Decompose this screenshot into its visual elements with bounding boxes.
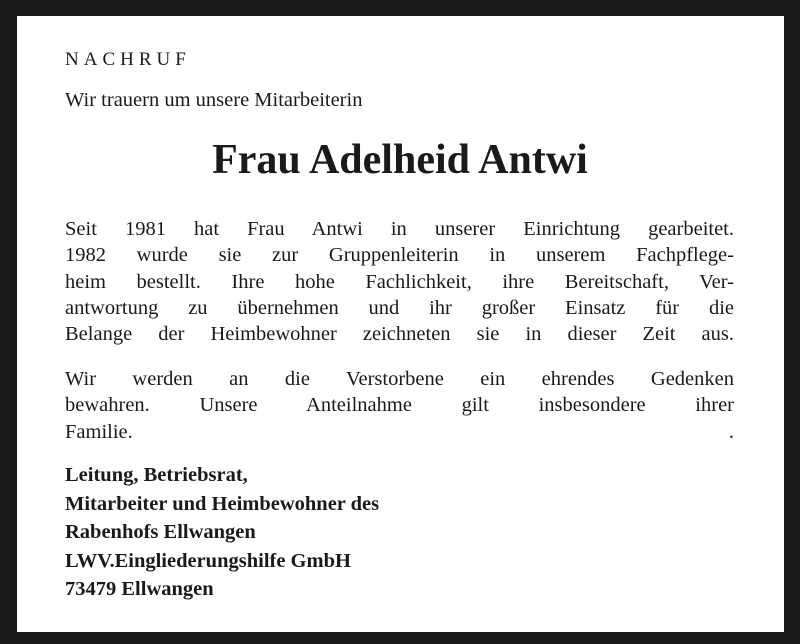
paragraph-line: bewahren. Unsere Anteilnahme gilt insbesondere ihrer (65, 394, 734, 417)
notice-heading: NACHRUF (65, 49, 191, 70)
deceased-name: Frau Adelheid Antwi (212, 137, 588, 183)
signature-block (65, 461, 379, 604)
paragraph-line: antwortung zu übernehmen und ihr großer Einsatz für die (65, 296, 734, 319)
paragraph-line: Seit 1981 hat Frau Antwi in unserer Einrichtung gearbeitet. (65, 218, 734, 240)
signature-line: 73479 Ellwangen (65, 578, 214, 600)
paragraph-line: 1982 wurde sie zur Gruppenleiterin in unserem Fachpflege- (65, 244, 734, 267)
paragraph-line-text: Familie. (65, 420, 133, 443)
tribute-paragraph (65, 216, 734, 347)
paragraph-end-mark: . (728, 420, 734, 443)
signature-line: LWV.Eingliederungshilfe GmbH (65, 549, 351, 572)
signature-line: Mitarbeiter und Heimbewohner des (65, 492, 380, 515)
paragraph-line: Wir werden an die Verstorbene ein ehrendes Gedenken (65, 368, 734, 390)
paragraph-line (65, 419, 734, 445)
paragraph-line: Belange der Heimbewohner zeichneten sie in dieser Zeit aus. (65, 323, 734, 345)
signature-line: Leitung, Betriebsrat, (65, 464, 248, 486)
intro-line: Wir trauern um unsere Mitarbeiterin (65, 89, 363, 111)
signature-line: Rabenhofs Ellwangen (65, 521, 256, 543)
remembrance-paragraph (65, 366, 734, 445)
paragraph-line: heim bestellt. Ihre hohe Fachlichkeit, ihre Bereitschaft, Ver- (65, 270, 734, 293)
